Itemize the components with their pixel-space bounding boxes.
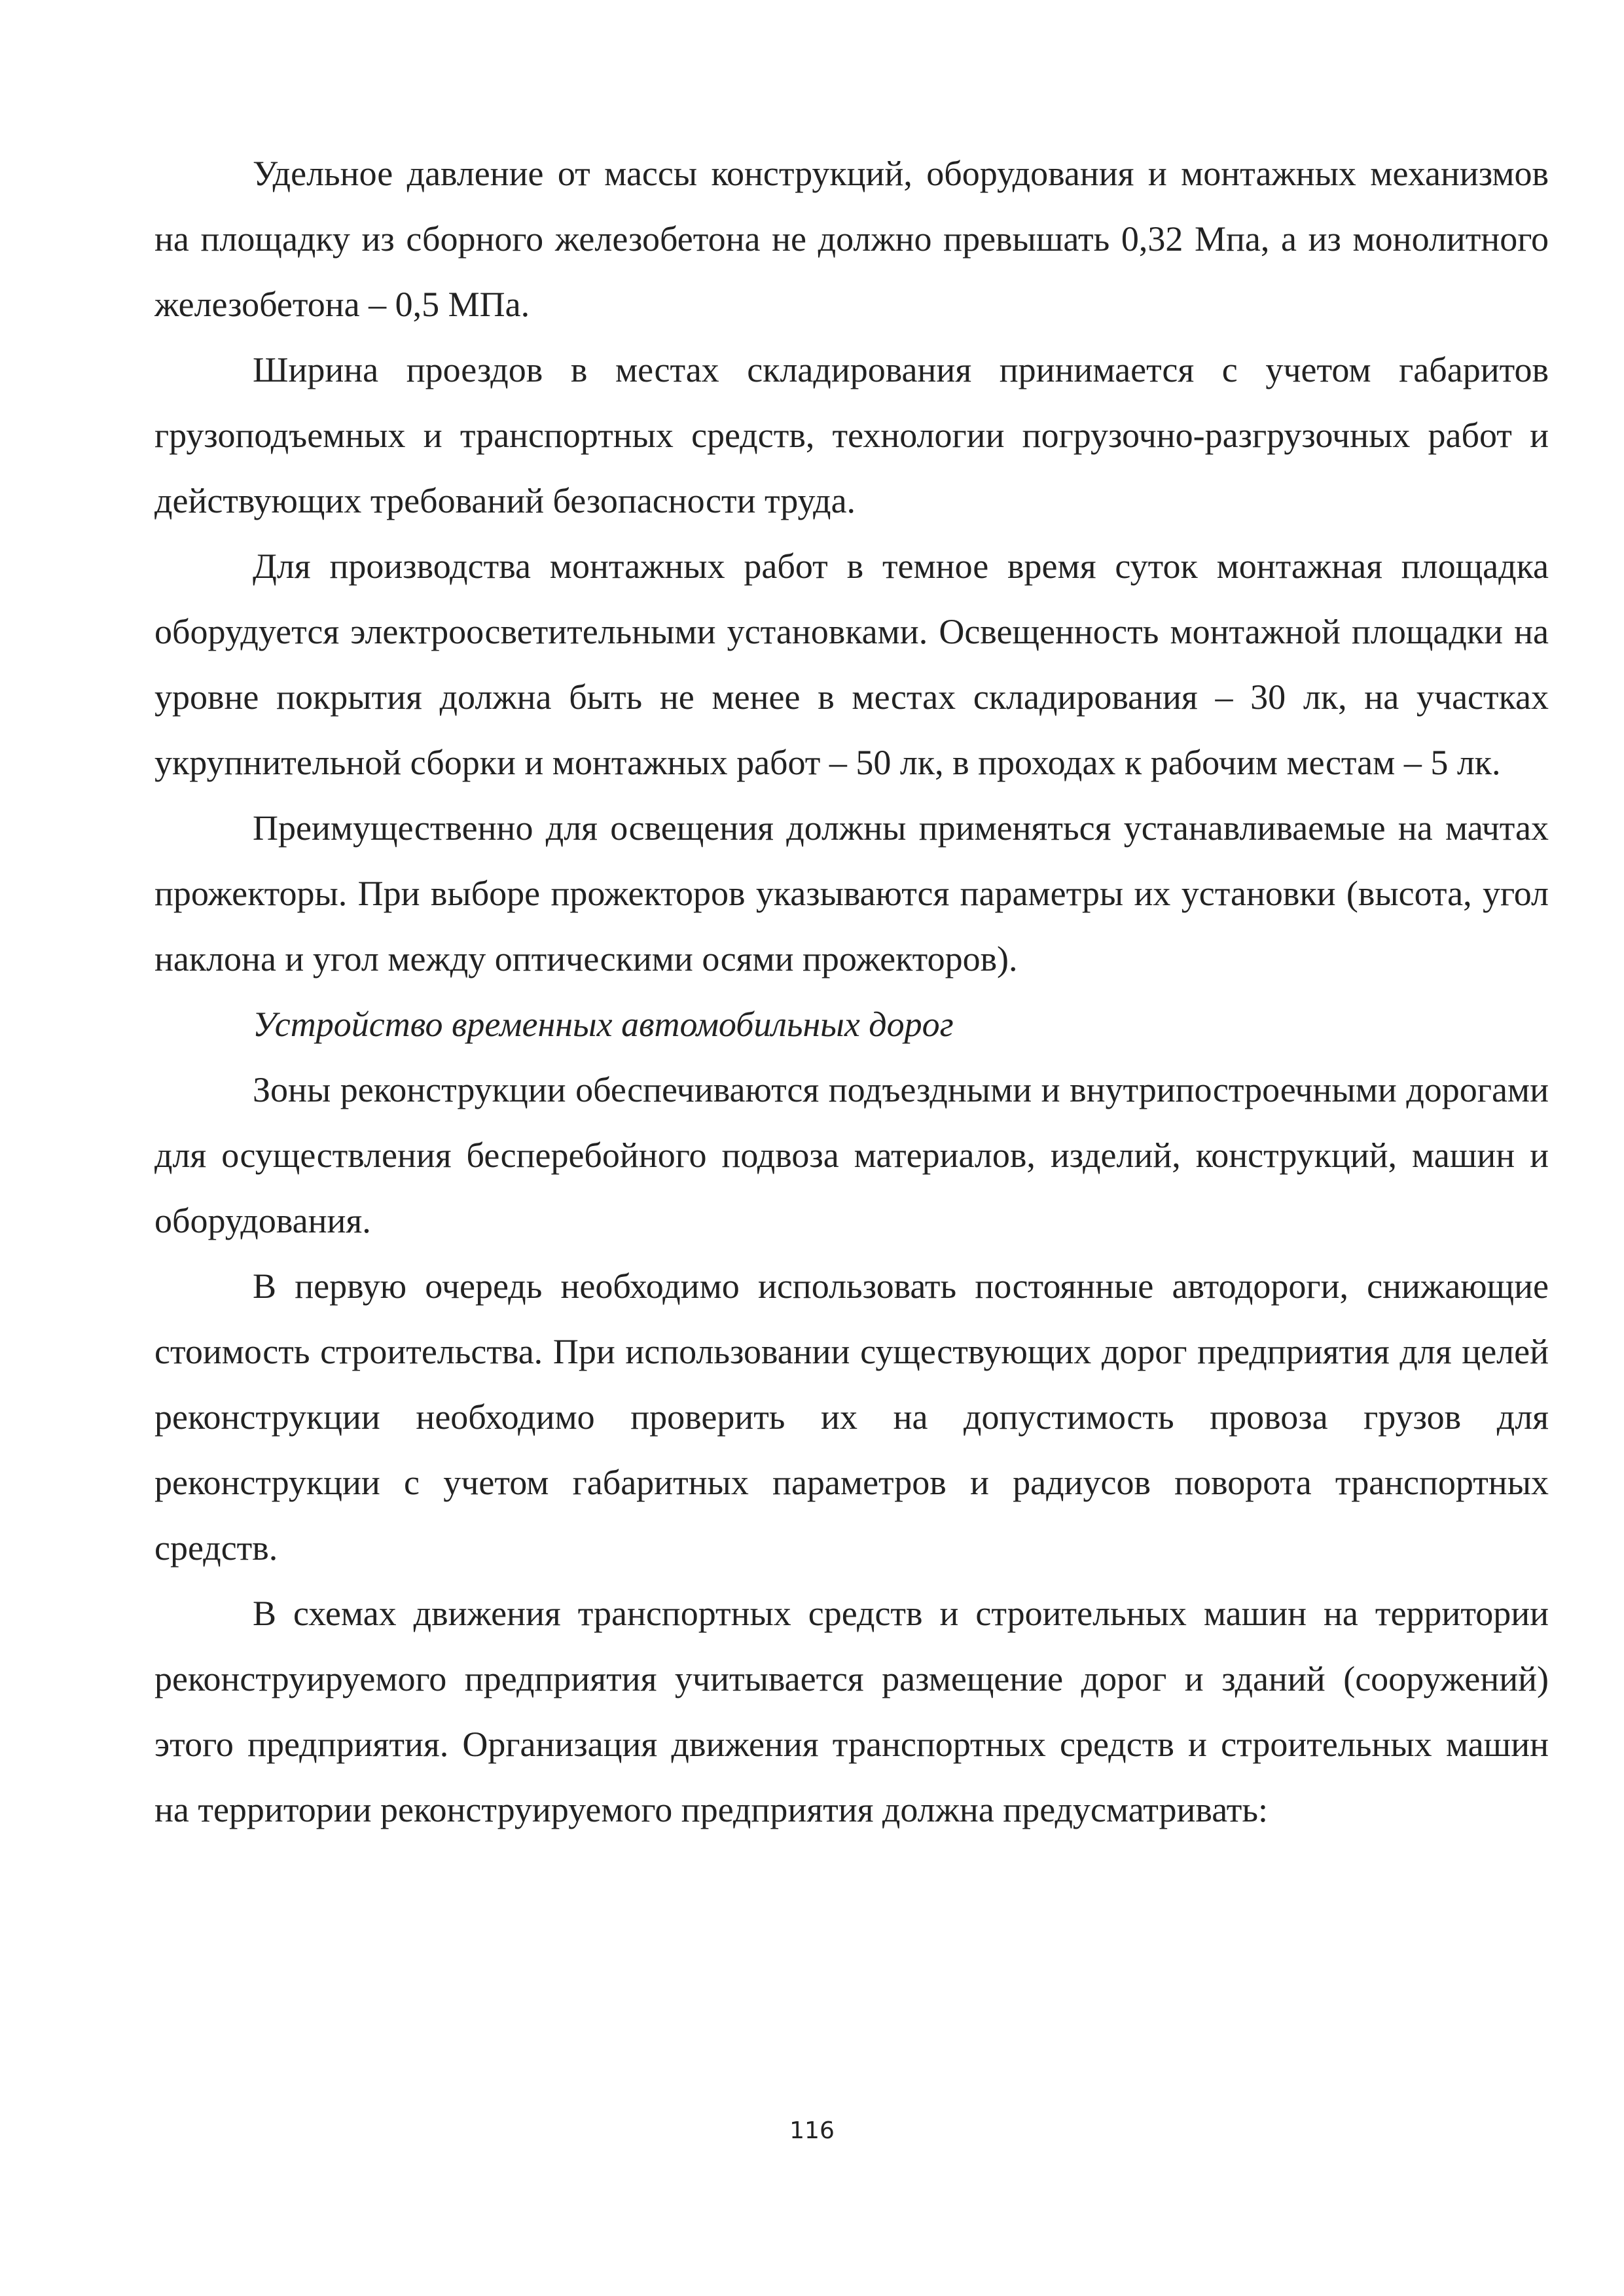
paragraph-site-lighting: Для производства монтажных работ в темное время суток монтажная площадка оборудуется электроосветительными установками. Освещенность монтажной площадки на уровне покрытия должна быть не менее в местах складирования – 30 лк, на участках укрупнительной сборки и монтажных работ – 50 лк, в проходах к рабочим местам – 5 лк.: [154, 547, 1549, 782]
paragraph-specific-pressure: Удельное давление от массы конструкций, оборудования и монтажных механизмов на площадку из сборного железобетона не должно превышать 0,32 Мпа, а из монолитного железобетона – 0,5 МПа.: [154, 154, 1549, 324]
section-heading-temporary-roads: Устройство временных автомобильных дорог: [253, 1005, 954, 1044]
paragraph-traffic-schemes: В схемах движения транспортных средств и строительных машин на территории реконструируемого предприятия учитывается размещение дорог и зданий (сооружений) этого предприятия. Организация движения транспортных средств и строительных машин на территории реконструируемого предприятия должна предусматривать:: [154, 1594, 1549, 1829]
paragraph-permanent-roads: В первую очередь необходимо использовать постоянные автодороги, снижающие стоимость строительства. При использовании существующих дорог предприятия для целей реконструкции необходимо проверить их на допустимость провоза грузов для реконструкции с учетом габаритных параметров и радиусов поворота транспортных средств.: [154, 1266, 1549, 1568]
page-number: 116: [789, 2117, 835, 2144]
body-text: [154, 141, 1549, 1842]
paragraph-reconstruction-zones: Зоны реконструкции обеспечиваются подъездными и внутрипостроечными дорогами для осуществления бесперебойного подвоза материалов, изделий, конструкций, машин и оборудования.: [154, 1070, 1549, 1240]
paragraph-passage-width: Ширина проездов в местах складирования принимается с учетом габаритов грузоподъемных и транспортных средств, технологии погрузочно-разгрузочных работ и действующих требований безопасности труда.: [154, 350, 1549, 520]
paragraph-floodlights: Преимущественно для освещения должны применяться устанавливаемые на мачтах прожекторы. При выборе прожекторов указываются параметры их установки (высота, угол наклона и угол между оптическими осями прожекторов).: [154, 808, 1549, 978]
